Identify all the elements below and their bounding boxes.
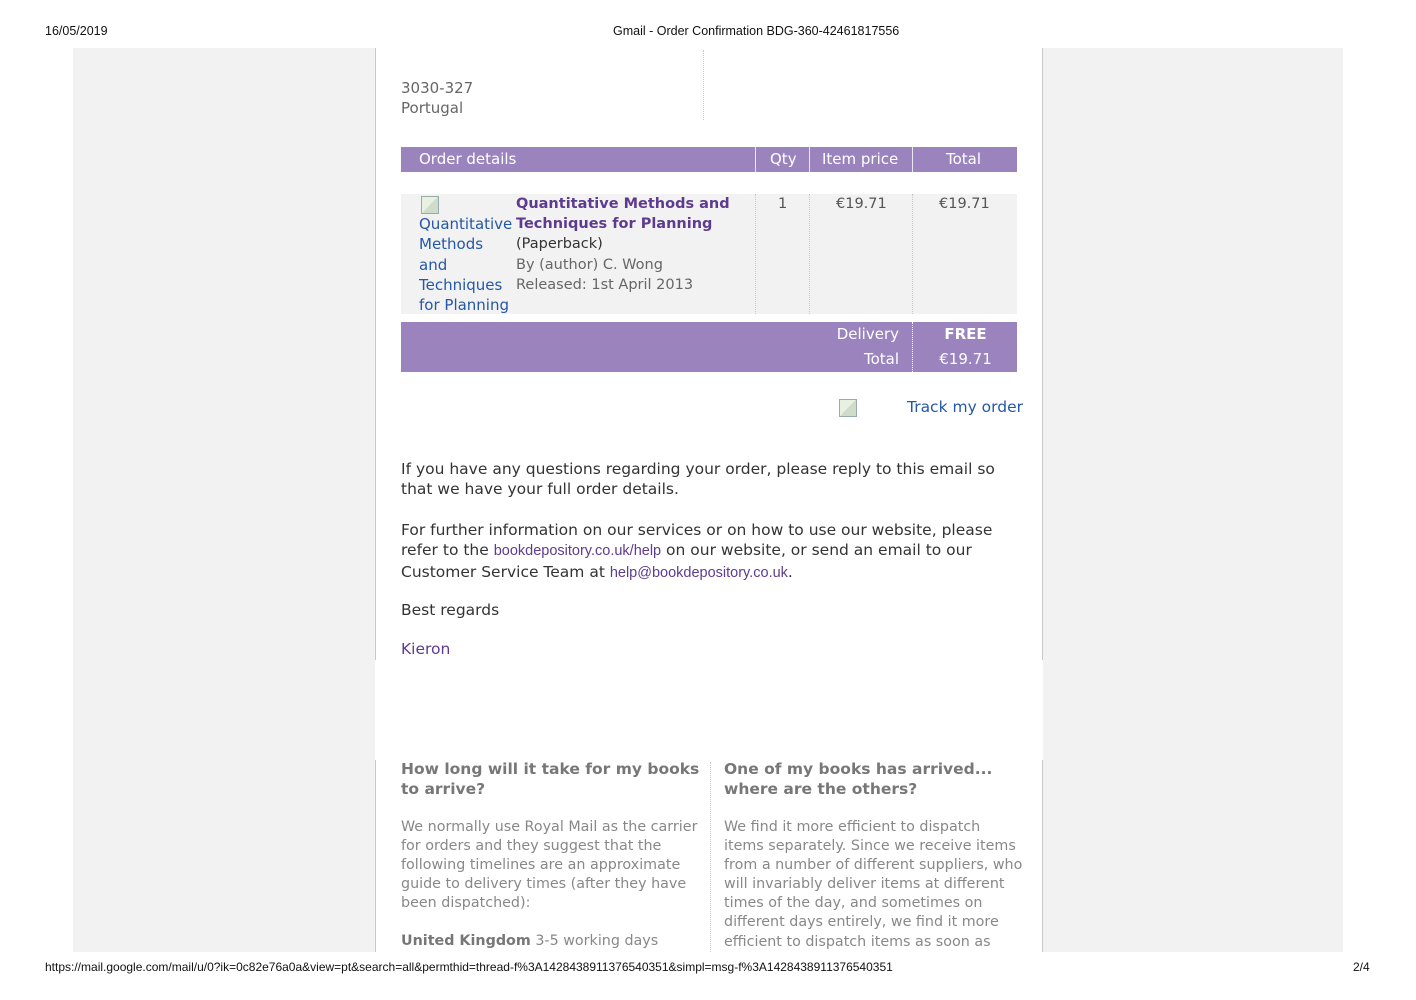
body-line: for orders and they suggest that the — [401, 838, 662, 855]
col-divider — [755, 194, 756, 314]
header-item-price: Item price — [822, 150, 899, 168]
content-gap — [376, 660, 1042, 760]
title-line: How long will it take for my books — [401, 760, 700, 778]
order-item-row — [401, 194, 1017, 314]
print-page-number: 2/4 — [1353, 960, 1370, 974]
alt-line: for Planning — [419, 296, 510, 315]
order-details-table — [401, 147, 1017, 172]
book-cover-broken-image-icon[interactable] — [421, 196, 439, 214]
faq-left-uk — [401, 932, 701, 951]
para-line — [401, 562, 1021, 583]
message-paragraph-2 — [401, 520, 1021, 583]
delivery-label: Delivery — [836, 325, 899, 343]
alt-line: Methods and — [419, 235, 484, 274]
col-divider — [912, 194, 913, 314]
title-line: Techniques for Planning — [516, 216, 713, 233]
body-line: been dispatched): — [401, 895, 531, 912]
order-summary — [401, 322, 1017, 372]
faq-divider — [710, 762, 711, 952]
closing: Best regards — [401, 601, 500, 619]
address-divider — [703, 50, 704, 120]
product-title-link[interactable] — [516, 194, 746, 235]
help-link[interactable]: bookdepository.co.uk/help — [493, 543, 662, 560]
print-title: Gmail - Order Confirmation BDG-360-42461817556 — [613, 24, 900, 38]
header-order-details: Order details — [419, 150, 517, 168]
message-paragraph-1 — [401, 459, 1021, 500]
para-line — [401, 540, 1021, 561]
title-line: to arrive? — [401, 779, 486, 798]
alt-line: Quantitative — [419, 215, 513, 233]
faq-border-right — [1042, 760, 1043, 952]
text: . — [787, 562, 793, 581]
track-my-order-link[interactable]: Track my order — [907, 398, 1024, 416]
body-line: efficient to dispatch items as soon as — [724, 933, 991, 950]
print-url: https://mail.google.com/mail/u/0?ik=0c82e76a0a&view=pt&search=all&permthid=thread-f%3A1428438911376540351&simpl=msg-f%3A1428438911376540351 — [45, 960, 893, 974]
body-line: times of the day, and sometimes on — [724, 895, 983, 912]
item-price: €19.71 — [836, 196, 887, 212]
faq-right-body — [724, 818, 1024, 952]
uk-label: United Kingdom — [401, 933, 531, 949]
faq-left-title — [401, 760, 701, 799]
summary-divider — [912, 322, 913, 372]
faq-left-body — [401, 818, 701, 913]
help-email-link[interactable]: help@bookdepository.co.uk — [609, 564, 788, 581]
para-line: If you have any questions regarding your order, please reply to this email so — [401, 460, 995, 478]
alt-line: Techniques — [419, 275, 503, 294]
text: refer to the — [401, 541, 494, 560]
product-release-date: Released: 1st April 2013 — [516, 277, 694, 293]
text: Customer Service Team at — [401, 562, 610, 581]
book-cover-alt-text[interactable] — [419, 214, 515, 315]
content-border-left — [375, 48, 376, 660]
delivery-value: FREE — [944, 325, 987, 343]
title-line: where are the others? — [724, 779, 918, 798]
text: on our website, or send an email to our — [661, 541, 972, 560]
print-date: 16/05/2019 — [45, 24, 108, 38]
body-line: different days entirely, we find it more — [724, 914, 999, 931]
faq-border-left — [375, 760, 376, 952]
header-qty: Qty — [770, 150, 797, 168]
uk-value: 3-5 working days — [530, 933, 659, 949]
body-line: from a number of different suppliers, who — [724, 857, 1023, 874]
content-border-right — [1042, 48, 1043, 660]
item-total: €19.71 — [939, 196, 990, 212]
product-format: (Paperback) — [516, 236, 603, 252]
header-separator — [755, 147, 756, 172]
para-line: that we have your full order details. — [401, 480, 679, 499]
order-table-header — [401, 147, 1017, 172]
header-total: Total — [946, 150, 982, 168]
title-line: Quantitative Methods and — [516, 196, 730, 212]
faq-right-title — [724, 760, 1024, 799]
signature: Kieron — [401, 640, 451, 658]
para-line: For further information on our services or on how to use our website, please — [401, 521, 993, 539]
address-country: Portugal — [401, 99, 464, 117]
title-line: One of my books has arrived... — [724, 760, 993, 778]
total-label: Total — [863, 350, 899, 368]
address-postcode: 3030-327 — [401, 79, 474, 97]
track-broken-image-icon[interactable] — [839, 399, 857, 417]
body-line: items separately. Since we receive items — [724, 838, 1016, 855]
left-gutter — [73, 48, 375, 952]
col-divider — [809, 194, 810, 314]
body-line: will invariably deliver items at different — [724, 876, 1005, 893]
header-separator — [809, 147, 810, 172]
body-line: We normally use Royal Mail as the carrier — [401, 819, 698, 835]
product-author: By (author) C. Wong — [516, 257, 663, 273]
body-line: following timelines are an approximate — [401, 857, 681, 874]
right-gutter — [1043, 48, 1343, 952]
body-line: guide to delivery times (after they have — [401, 876, 687, 893]
item-qty: 1 — [778, 196, 788, 212]
body-line: We find it more efficient to dispatch — [724, 819, 981, 835]
total-value: €19.71 — [939, 350, 992, 368]
header-separator — [912, 147, 913, 172]
